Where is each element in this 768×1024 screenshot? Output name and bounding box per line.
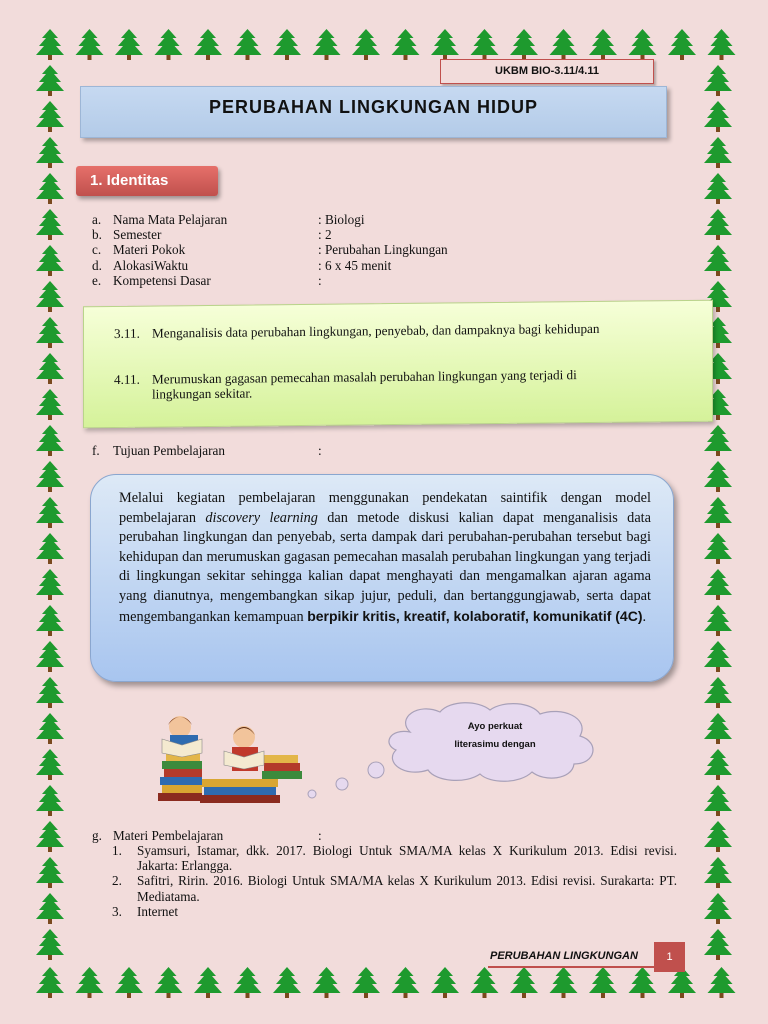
tree-icon xyxy=(36,389,64,420)
tree-icon xyxy=(704,425,732,456)
tree-icon xyxy=(471,967,499,998)
tree-icon xyxy=(36,137,64,168)
tree-icon xyxy=(704,569,732,600)
tree-icon xyxy=(36,281,64,312)
tree-icon xyxy=(704,785,732,816)
tree-icon xyxy=(36,893,64,924)
tree-icon xyxy=(471,29,499,60)
tree-icon xyxy=(392,967,420,998)
reference-list xyxy=(112,843,677,919)
tree-icon xyxy=(36,821,64,852)
tree-icon xyxy=(704,137,732,168)
tree-icon xyxy=(194,967,222,998)
thought-cloud-text: Ayo perkuat literasimu dengan xyxy=(454,721,536,750)
tree-icon xyxy=(704,245,732,276)
tree-icon xyxy=(431,967,459,998)
tree-icon xyxy=(313,967,341,998)
tree-icon xyxy=(704,641,732,672)
tree-icon xyxy=(589,967,617,998)
kompetensi-dasar-box xyxy=(83,300,713,429)
page-title: PERUBAHAN LINGKUNGAN HIDUP xyxy=(80,86,667,138)
tree-icon xyxy=(36,713,64,744)
identity-row: e. Kompetensi Dasar : xyxy=(92,272,322,288)
tree-icon xyxy=(155,29,183,60)
tree-icon xyxy=(76,29,104,60)
tree-icon xyxy=(704,677,732,708)
tree-icon xyxy=(36,209,64,240)
tree-icon xyxy=(273,967,301,998)
tree-icon xyxy=(155,967,183,998)
tree-icon xyxy=(704,65,732,96)
tree-icon xyxy=(36,65,64,96)
tree-icon xyxy=(704,893,732,924)
tree-icon xyxy=(704,461,732,492)
tree-icon xyxy=(704,101,732,132)
identity-row: a. Nama Mata Pelajaran : Biologi xyxy=(92,212,365,227)
tree-icon xyxy=(708,967,736,998)
tree-icon xyxy=(704,497,732,528)
tree-icon xyxy=(36,353,64,384)
tree-icon xyxy=(115,29,143,60)
tree-icon xyxy=(704,173,732,204)
tree-icon xyxy=(36,749,64,780)
tree-icon xyxy=(704,209,732,240)
tree-icon xyxy=(704,821,732,852)
tree-icon xyxy=(36,605,64,636)
tree-icon xyxy=(36,245,64,276)
identity-list xyxy=(92,212,448,288)
tree-icon xyxy=(352,29,380,60)
kompetensi-item: 3.11. Menganalisis data perubahan lingkungan, penyebab, dan dampaknya bagi kehidupan xyxy=(114,320,600,341)
tree-icon xyxy=(431,29,459,60)
tree-icon xyxy=(36,317,64,348)
tree-icon xyxy=(668,29,696,60)
tree-icon xyxy=(273,29,301,60)
tree-icon xyxy=(704,929,732,960)
tree-icon xyxy=(704,605,732,636)
tree-icon xyxy=(36,785,64,816)
section-heading-identitas: 1. Identitas xyxy=(76,166,218,196)
identity-row: d. AlokasiWaktu : 6 x 45 menit xyxy=(92,257,392,273)
tree-icon xyxy=(36,425,64,456)
module-code-label: UKBM BIO-3.11/4.11 xyxy=(440,59,654,84)
tree-icon xyxy=(704,749,732,780)
tree-icon xyxy=(194,29,222,60)
tree-icon xyxy=(36,569,64,600)
tree-icon xyxy=(704,857,732,888)
reference-item: 2. Safitri, Ririn. 2016. Biologi Untuk SMA/MA kelas X Kurikulum 2013. Edisi revisi. Surakarta: PT. Mediatama. xyxy=(112,873,677,904)
tree-icon xyxy=(629,967,657,998)
tree-icon xyxy=(36,461,64,492)
tujuan-heading: f. Tujuan Pembelajaran : xyxy=(92,443,322,458)
tree-icon xyxy=(36,967,64,998)
reference-item: 1. Syamsuri, Istamar, dkk. 2017. Biologi Untuk SMA/MA kelas X Kurikulum 2013. Edisi revisi. Jakarta: Erlangga. xyxy=(112,843,677,874)
tree-icon xyxy=(36,101,64,132)
tree-icon xyxy=(352,967,380,998)
tree-icon xyxy=(36,533,64,564)
tree-icon xyxy=(36,857,64,888)
tree-icon xyxy=(36,173,64,204)
tree-icon xyxy=(36,497,64,528)
tree-icon xyxy=(115,967,143,998)
page-number: 1 xyxy=(654,942,685,972)
tree-icon xyxy=(550,967,578,998)
tree-icon xyxy=(510,967,538,998)
tree-icon xyxy=(36,677,64,708)
tree-icon xyxy=(629,29,657,60)
tree-icon xyxy=(704,713,732,744)
footer-title: PERUBAHAN LINGKUNGAN xyxy=(490,950,638,962)
kids-reading-books-illustration xyxy=(152,705,312,805)
tree-icon xyxy=(36,929,64,960)
tree-icon xyxy=(36,641,64,672)
tree-icon xyxy=(704,533,732,564)
tree-icon xyxy=(708,29,736,60)
tree-icon xyxy=(36,29,64,60)
kompetensi-item: 4.11. Merumuskan gagasan pemecahan masalah perubahan lingkungan yang terjadi di lingkungan sekitar. xyxy=(114,367,577,402)
identity-row: c. Materi Pokok : Perubahan Lingkungan xyxy=(92,242,448,258)
tree-icon xyxy=(392,29,420,60)
tree-icon xyxy=(234,29,262,60)
tree-icon xyxy=(234,967,262,998)
materi-heading: g. Materi Pembelajaran : xyxy=(92,828,322,843)
footer-divider xyxy=(488,966,654,968)
tree-icon xyxy=(589,29,617,60)
tree-icon xyxy=(76,967,104,998)
tree-icon xyxy=(510,29,538,60)
tree-icon xyxy=(313,29,341,60)
identity-row: b. Semester : 2 xyxy=(92,227,332,243)
tujuan-pembelajaran-box: Melalui kegiatan pembelajaran menggunakan pendekatan saintifik dengan model pembelajaran discovery learning dan metode diskusi kalian dapat menganalisis data perubahan lingkungan dan penyebab, serta dampak dari perubahan-perubahan tersebut bagi kehidupan dan merumuskan gagasan pemecahan masalah perubahan lingkungan yang terjadi di lingkungan sekitar sehingga kalian dapat menghayati dan mengamalkan ajaran agama yang dianutnya, mengembangkan sikap jujur, peduli, dan bertanggungjawab, serta dapat mengembangankan kemampuan berpikir kritis, kreatif, kolaboratif, komunikatif (4C). xyxy=(90,474,674,682)
reference-item: 3. Internet xyxy=(112,903,179,919)
tree-icon xyxy=(550,29,578,60)
